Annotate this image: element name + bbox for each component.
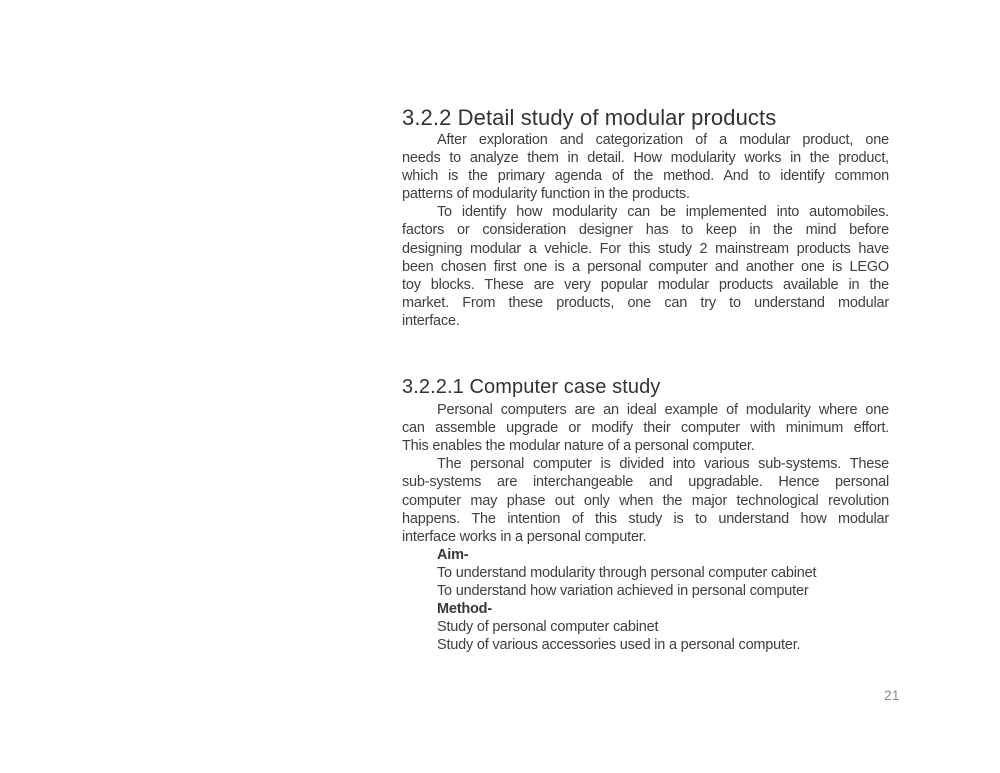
paragraph-line: patterns of modularity function in the products.	[402, 186, 690, 203]
paragraph-line: which is the primary agenda of the method. And to identify common	[402, 168, 889, 185]
aim-label: Aim-	[437, 546, 469, 563]
paragraph-line: sub-systems are interchangeable and upgradable. Hence personal	[402, 474, 889, 491]
paragraph-line: interface.	[402, 312, 460, 329]
paragraph-line: can assemble upgrade or modify their computer with minimum effort.	[402, 420, 889, 437]
aim-item: To understand how variation achieved in personal computer	[437, 582, 809, 599]
paragraph-line: To identify how modularity can be implemented into automobiles.	[437, 204, 889, 221]
aim-item: To understand modularity through personal computer cabinet	[437, 564, 817, 581]
page-number: 21	[884, 687, 900, 703]
section-heading-modular-products: 3.2.2 Detail study of modular products	[402, 105, 777, 130]
method-label: Method-	[437, 601, 492, 618]
text-block	[402, 104, 889, 654]
paragraph-line: The personal computer is divided into various sub-systems. These	[437, 456, 889, 473]
paragraph-line: been chosen first one is a personal computer and another one is LEGO	[402, 258, 889, 275]
section-heading-computer-case-study: 3.2.2.1 Computer case study	[402, 376, 661, 399]
method-item: Study of personal computer cabinet	[437, 619, 659, 636]
paragraph-line: toy blocks. These are very popular modular products available in the	[402, 276, 889, 293]
paragraph-line: factors or consideration designer has to keep in the mind before	[402, 222, 889, 239]
paragraph-line: market. From these products, one can try to understand modular	[402, 294, 889, 311]
method-item: Study of various accessories used in a personal computer.	[437, 637, 801, 654]
paragraph-line: This enables the modular nature of a personal computer.	[402, 438, 755, 455]
paragraph-line: designing modular a vehicle. For this study 2 mainstream products have	[402, 240, 889, 257]
paragraph-line: interface works in a personal computer.	[402, 528, 647, 545]
paragraph-line: happens. The intention of this study is to understand how modular	[402, 510, 889, 527]
paragraph-line: computer may phase out only when the major technological revolution	[402, 492, 889, 509]
paragraph-line: Personal computers are an ideal example of modularity where one	[437, 402, 889, 419]
paragraph-line: needs to analyze them in detail. How modularity works in the product,	[402, 150, 889, 167]
paragraph-line: After exploration and categorization of a modular product, one	[437, 132, 889, 148]
